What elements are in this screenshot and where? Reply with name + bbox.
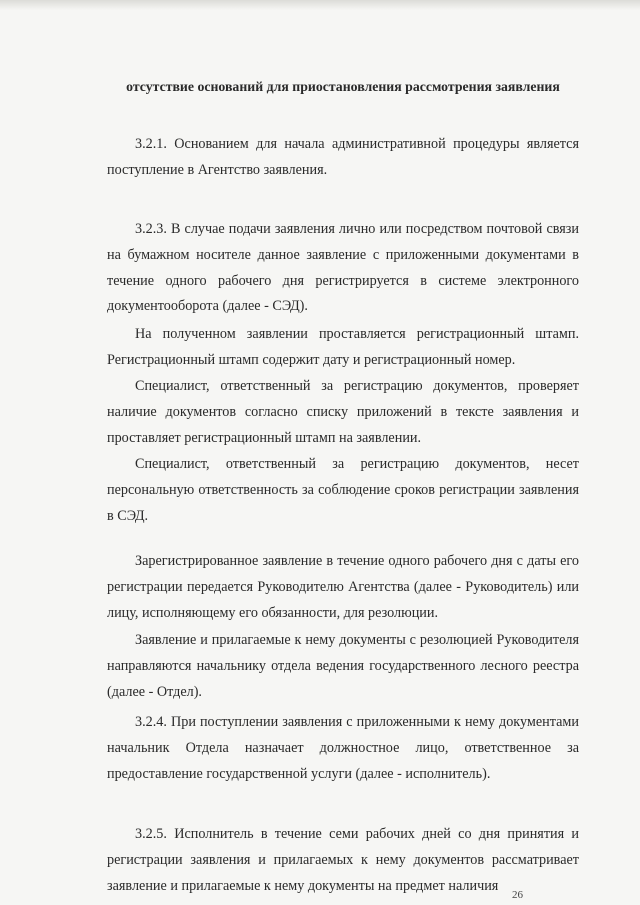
document-page (107, 0, 579, 905)
paragraph-3-2-3: 3.2.3. В случае подачи заявления лично или посредством почтовой связи на бумажном носителе данное заявление с приложенными документами в течение одного рабочего дня регистрируется в системе электронного документооборота (далее - СЭД). (107, 221, 579, 315)
paragraph-3-2-5: 3.2.5. Исполнитель в течение семи рабочих дней со дня принятия и регистрации заявления и прилагаемых к нему документов рассматривает заявление и прилагаемые к нему документы на предмет наличия (107, 826, 579, 894)
paragraph-specialist-check: Специалист, ответственный за регистрацию документов, проверяет наличие документов согласно списку приложений в тексте заявления и проставляет регистрационный штамп на заявлении. (107, 378, 579, 446)
section-heading: отсутствие оснований для приостановления рассмотрения заявления (126, 79, 560, 94)
page-number: 26 (512, 889, 523, 902)
paragraph-registration-stamp: На полученном заявлении проставляется регистрационный штамп. Регистрационный штамп содержит дату и регистрационный номер. (107, 326, 579, 368)
paragraph-resolution: Заявление и прилагаемые к нему документы с резолюцией Руководителя направляются начальнику отдела ведения государственного лесного реестра (далее - Отдел). (107, 632, 579, 700)
paragraph-3-2-1: 3.2.1. Основанием для начала административной процедуры является поступление в Агентство заявления. (107, 136, 579, 178)
paragraph-transfer-to-head: Зарегистрированное заявление в течение одного рабочего дня с даты его регистрации передается Руководителю Агентства (далее - Руководитель) или лицу, исполняющему его обязанности, для резолюции. (107, 553, 579, 621)
paragraph-3-2-4: 3.2.4. При поступлении заявления с приложенными к нему документами начальник Отдела назначает должностное лицо, ответственное за предоставление государственной услуги (далее - исполнитель). (107, 714, 579, 782)
paragraph-specialist-responsibility: Специалист, ответственный за регистрацию документов, несет персональную ответственность за соблюдение сроков регистрации заявления в СЭД. (107, 456, 579, 524)
